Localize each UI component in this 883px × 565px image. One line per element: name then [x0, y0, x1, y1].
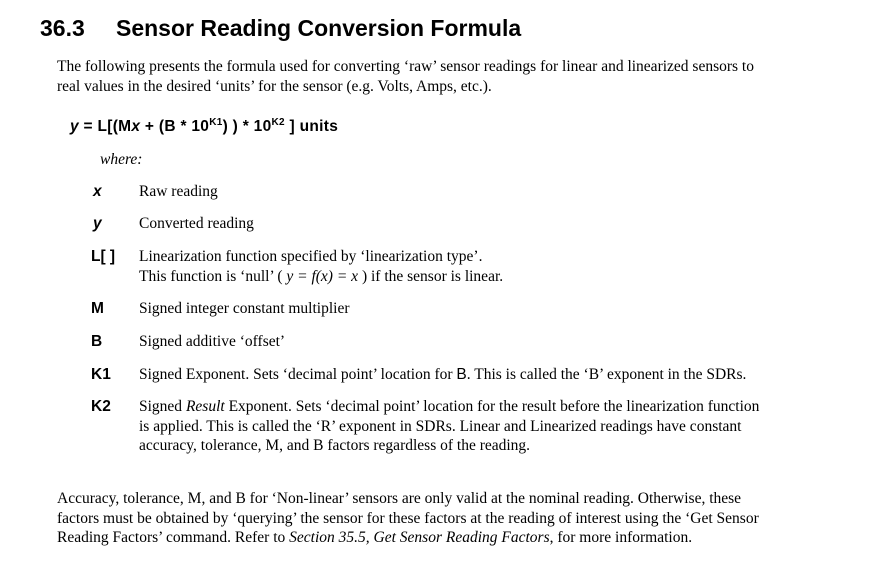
section-title: Sensor Reading Conversion Formula — [116, 15, 522, 41]
formula-y: y — [70, 118, 79, 135]
definition-term: K1 — [91, 366, 111, 383]
intro-line-1: The following presents the formula used for converting ‘raw’ sensor readings for linear and linearized sensors to — [57, 58, 754, 75]
definition-line — [139, 267, 819, 287]
intro-line-2: real values in the desired ‘units’ for the sensor (e.g. Volts, Amps, etc.). — [57, 77, 492, 95]
definition-line: Signed integer constant multiplier — [139, 300, 350, 317]
definition-line: accuracy, tolerance, M, and B factors regardless of the reading. — [139, 437, 531, 454]
section-number: 36.3 — [40, 15, 85, 41]
definition-text — [139, 182, 819, 202]
definition-fragment: ) if the sensor is linear. — [358, 267, 504, 285]
definition-emphasis: Result — [185, 398, 225, 415]
closing-paragraph — [57, 489, 837, 548]
definition-fragment: . This is called the ‘B’ exponent in the SDRs. — [466, 366, 747, 383]
formula-part-1: = L[(M — [78, 118, 132, 135]
formula-part-4: ] units — [284, 118, 339, 135]
definition-fragment: Exponent. Sets ‘decimal point’ location for the result before the linearization function — [224, 398, 760, 415]
definition-text — [139, 214, 819, 234]
definition-line: is applied. This is called the ‘R’ exponent in SDRs. Linear and Linearized readings have constant — [139, 417, 742, 435]
definition-term: L[ ] — [91, 248, 116, 265]
section-heading — [40, 12, 521, 44]
closing-fragment: , for more information. — [549, 529, 693, 546]
definition-math: y = f(x) = x — [286, 267, 359, 285]
definition-text — [139, 332, 819, 352]
definition-line: Converted reading — [139, 215, 254, 232]
intro-paragraph — [57, 57, 837, 96]
definition-term: y — [93, 215, 102, 232]
definition-line: Signed additive ‘offset’ — [139, 333, 286, 350]
definition-line: Linearization function specified by ‘linearization type’. — [139, 248, 483, 265]
definition-line — [139, 397, 819, 417]
definition-text — [139, 397, 819, 456]
formula-part-3: ) ) * 10 — [222, 118, 272, 135]
formula-x: x — [131, 118, 141, 135]
definition-text — [139, 247, 819, 286]
definition-term: x — [93, 183, 102, 200]
section-reference-link[interactable]: Section 35.5, Get Sensor Reading Factors — [289, 529, 550, 546]
definition-term: M — [91, 300, 104, 317]
definition-fragment: Signed — [139, 398, 186, 415]
definition-term: B — [91, 333, 103, 350]
definition-line: Raw reading — [139, 183, 218, 200]
where-label: where: — [100, 151, 143, 168]
definition-text — [139, 365, 819, 385]
definition-term: K2 — [91, 398, 111, 415]
closing-line-2: factors must be obtained by ‘querying’ the sensor for these factors at the reading of interest using the ‘Get Sensor — [57, 509, 759, 527]
definition-fragment: B — [456, 366, 467, 383]
formula-k2: K2 — [271, 117, 285, 128]
closing-line-3 — [57, 528, 837, 548]
definition-text — [139, 299, 819, 319]
definition-fragment: Signed Exponent. Sets ‘decimal point’ location for — [139, 366, 457, 383]
closing-line-1: Accuracy, tolerance, M, and B for ‘Non-linear’ sensors are only valid at the nominal reading. Otherwise, these — [57, 490, 742, 507]
formula-part-2: + (B * 10 — [140, 118, 210, 135]
definition-line — [139, 365, 819, 385]
formula-k1: K1 — [209, 117, 223, 128]
closing-fragment: Reading Factors’ command. Refer to — [57, 529, 290, 546]
conversion-formula — [70, 116, 338, 138]
definition-fragment: This function is ‘null’ ( — [139, 267, 287, 285]
